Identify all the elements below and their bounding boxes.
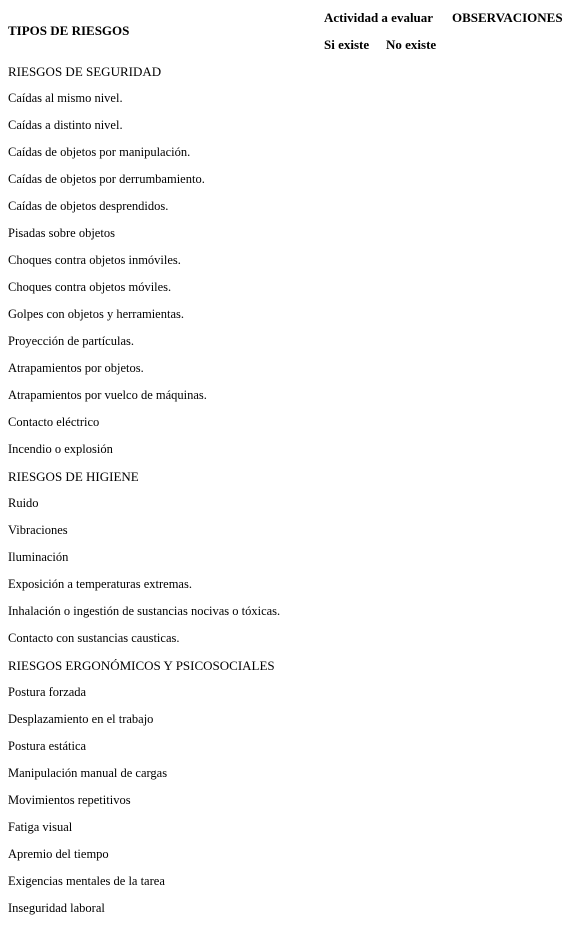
risk-item: Manipulación manual de cargas (8, 766, 168, 780)
risk-item: Iluminación (8, 550, 69, 564)
section-heading: RIESGOS ERGONÓMICOS Y PSICOSOCIALES (8, 658, 275, 673)
column-header-no-existe: No existe (386, 37, 437, 52)
risk-item: Caídas de objetos desprendidos. (8, 199, 169, 213)
section-heading: RIESGOS DE HIGIENE (8, 469, 139, 484)
risk-item: Desplazamiento en el trabajo (8, 712, 154, 726)
risk-list (8, 58, 568, 922)
risk-item: Fatiga visual (8, 820, 73, 834)
risk-item: Atrapamientos por vuelco de máquinas. (8, 388, 207, 402)
risk-item: Caídas de objetos por derrumbamiento. (8, 172, 205, 186)
risk-item: Choques contra objetos inmóviles. (8, 253, 181, 267)
risk-item: Contacto con sustancias causticas. (8, 631, 180, 645)
risk-item: Postura forzada (8, 685, 87, 699)
section-heading: RIESGOS DE SEGURIDAD (8, 64, 162, 79)
risk-item: Vibraciones (8, 523, 68, 537)
risk-item: Proyección de partículas. (8, 334, 134, 348)
risk-item: Apremio del tiempo (8, 847, 109, 861)
risk-item: Golpes con objetos y herramientas. (8, 307, 184, 321)
column-header-tipos-de-riesgos: TIPOS DE RIESGOS (8, 23, 130, 38)
risk-item: Contacto eléctrico (8, 415, 100, 429)
risk-item: Caídas de objetos por manipulación. (8, 145, 191, 159)
column-header-observaciones: OBSERVACIONES (452, 10, 563, 25)
risk-item: Caídas al mismo nivel. (8, 91, 123, 105)
risk-item: Exposición a temperaturas extremas. (8, 577, 192, 591)
risk-item: Atrapamientos por objetos. (8, 361, 144, 375)
risk-item: Exigencias mentales de la tarea (8, 874, 165, 888)
column-header-si-existe: Si existe (324, 37, 370, 52)
column-header-actividad-a-evaluar: Actividad a evaluar (324, 10, 434, 25)
risk-item: Incendio o explosión (8, 442, 113, 456)
risk-item: Pisadas sobre objetos (8, 226, 115, 240)
risk-item: Choques contra objetos móviles. (8, 280, 172, 294)
risk-item: Ruido (8, 496, 39, 510)
risk-item: Caídas a distinto nivel. (8, 118, 123, 132)
risk-item: Inhalación o ingestión de sustancias nocivas o tóxicas. (8, 604, 281, 618)
risk-item: Inseguridad laboral (8, 901, 105, 915)
risk-item: Postura estática (8, 739, 87, 753)
risk-item: Movimientos repetitivos (8, 793, 131, 807)
